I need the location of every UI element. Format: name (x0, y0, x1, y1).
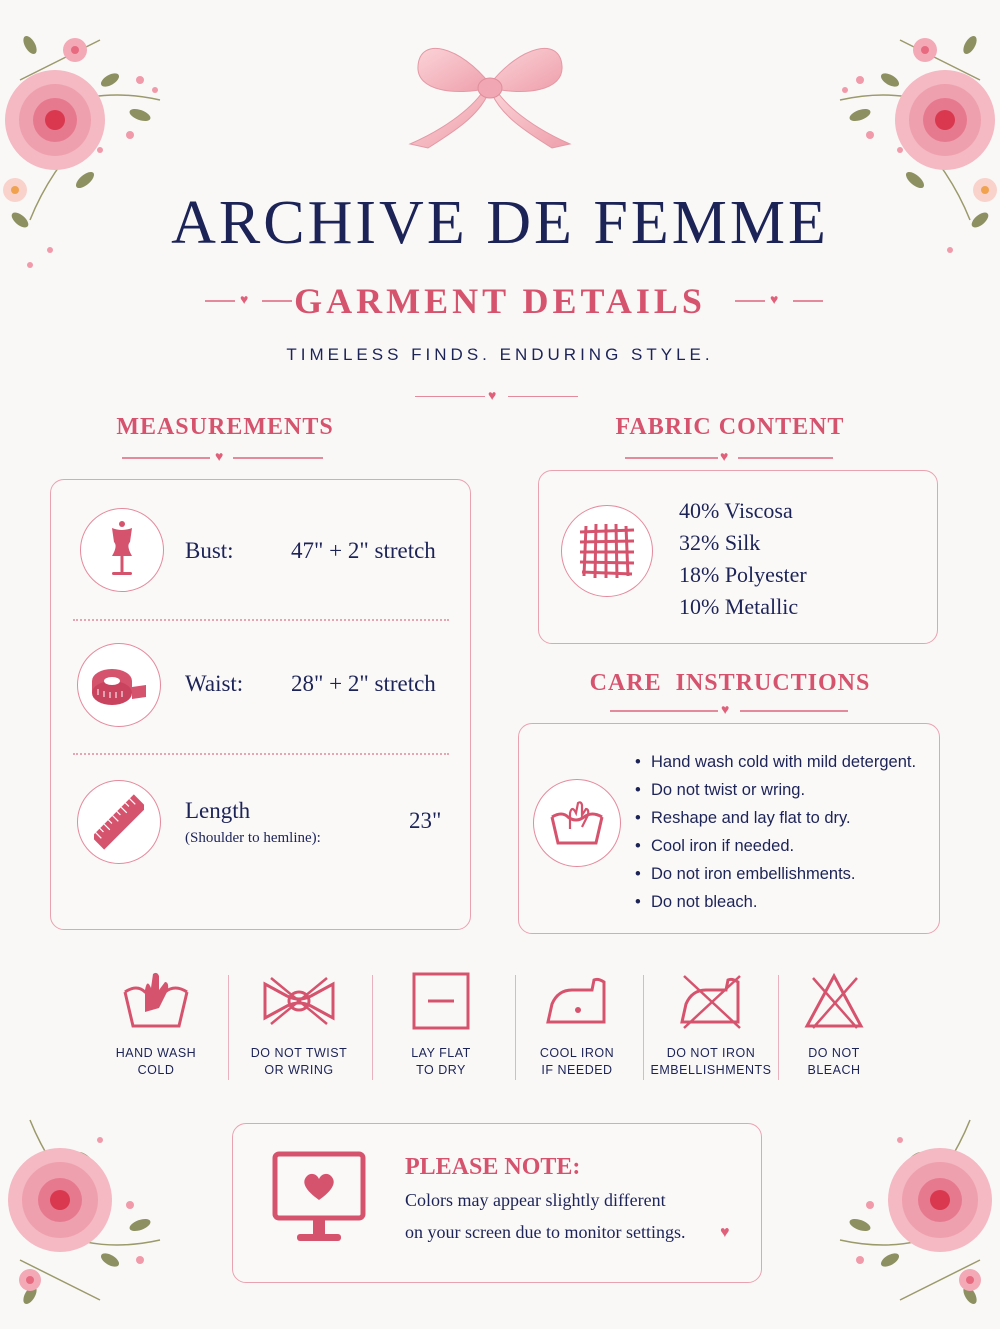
list-item: • Cool iron if needed. (635, 832, 916, 860)
symbol-hand-wash (86, 970, 226, 1079)
subtitle-divider-right (735, 300, 765, 302)
ruler-icon (77, 780, 161, 864)
heart-icon: ♥ (215, 450, 224, 465)
fabric-title: FABRIC CONTENT (615, 414, 845, 440)
section-divider (122, 457, 210, 459)
do-not-iron-icon (676, 970, 746, 1032)
dress-form-icon (80, 508, 164, 592)
list-item: • Reshape and lay flat to dry. (635, 804, 916, 832)
note-line: on your screen due to monitor settings. (405, 1222, 686, 1242)
heart-icon: ♥ (720, 1224, 730, 1241)
note-card (232, 1123, 762, 1283)
bust-value: 47" + 2" stretch (291, 538, 436, 563)
fabric-card (538, 470, 938, 644)
fabric-item: 32% Silk (679, 530, 761, 555)
section-divider (740, 710, 848, 712)
fabric-item: 10% Metallic (679, 594, 799, 619)
length-sublabel: (Shoulder to hemline): (185, 830, 321, 846)
row-divider (73, 619, 449, 621)
symbol-no-wring (229, 970, 369, 1079)
fabric-item: 18% Polyester (679, 562, 807, 587)
symbol-no-bleach (764, 970, 904, 1079)
section-divider (738, 457, 833, 459)
symbol-label: HAND WASH (115, 1046, 197, 1060)
do-not-wring-icon (261, 970, 337, 1032)
symbol-no-iron (641, 970, 781, 1079)
symbol-label: COOL IRON (539, 1046, 615, 1060)
bust-label: Bust: (185, 538, 234, 563)
list-item: • Do not iron embellishments. (635, 860, 916, 888)
section-divider (233, 457, 323, 459)
length-value: 23" (409, 808, 442, 833)
floral-corner-bottom-right-icon (810, 1040, 1000, 1320)
symbol-label: EMBELLISHMENTS (650, 1063, 772, 1077)
tagline-divider (508, 396, 578, 397)
symbol-label: DO NOT TWIST (250, 1046, 348, 1060)
heart-icon: ♥ (488, 389, 497, 404)
measurements-title: MEASUREMENTS (116, 414, 334, 440)
list-item: • Do not twist or wring. (635, 776, 916, 804)
care-list (635, 748, 916, 916)
page-subtitle: GARMENT DETAILS (294, 281, 706, 321)
symbol-label: COLD (137, 1063, 175, 1077)
heart-icon: ♥ (240, 293, 249, 308)
monitor-heart-icon (271, 1150, 367, 1248)
symbol-label: BLEACH (807, 1063, 861, 1077)
heart-icon: ♥ (721, 703, 730, 718)
list-item: • Hand wash cold with mild detergent. (635, 748, 916, 776)
tagline: TIMELESS FINDS. ENDURING STYLE. (286, 345, 714, 364)
section-divider (625, 457, 718, 459)
brand-title: ARCHIVE DE FEMME (171, 189, 829, 257)
note-line: Colors may appear slightly different (405, 1190, 666, 1210)
hand-wash-cold-icon (119, 970, 193, 1032)
symbol-label: IF NEEDED (541, 1063, 613, 1077)
cool-iron-icon (542, 970, 612, 1032)
heart-icon: ♥ (720, 450, 729, 465)
symbol-label: LAY FLAT (411, 1046, 471, 1060)
heart-icon: ♥ (770, 293, 779, 308)
note-title: PLEASE NOTE: (405, 1154, 581, 1180)
care-title: CARE INSTRUCTIONS (589, 670, 871, 696)
symbol-lay-flat (371, 970, 511, 1079)
tagline-divider (415, 396, 485, 397)
symbol-cool-iron (507, 970, 647, 1079)
row-divider (73, 753, 449, 755)
bow-icon (400, 36, 580, 151)
waist-label: Waist: (185, 671, 244, 696)
floral-corner-bottom-left-icon (0, 1040, 190, 1320)
waist-value: 28" + 2" stretch (291, 671, 436, 696)
symbol-label: DO NOT IRON (666, 1046, 756, 1060)
subtitle-divider-right (793, 300, 823, 302)
section-divider (610, 710, 718, 712)
measurements-card (50, 479, 471, 930)
symbol-label: DO NOT (808, 1046, 860, 1060)
symbol-label: TO DRY (416, 1063, 466, 1077)
do-not-bleach-icon (803, 970, 865, 1032)
tape-measure-icon (77, 643, 161, 727)
care-card (518, 723, 940, 934)
lay-flat-dry-icon (410, 970, 472, 1032)
fabric-item: 40% Viscosa (679, 498, 793, 523)
hand-wash-icon (533, 779, 621, 867)
symbol-label: OR WRING (264, 1063, 334, 1077)
fabric-weave-icon (561, 505, 653, 597)
length-label: Length (185, 798, 251, 823)
list-item: • Do not bleach. (635, 888, 916, 916)
